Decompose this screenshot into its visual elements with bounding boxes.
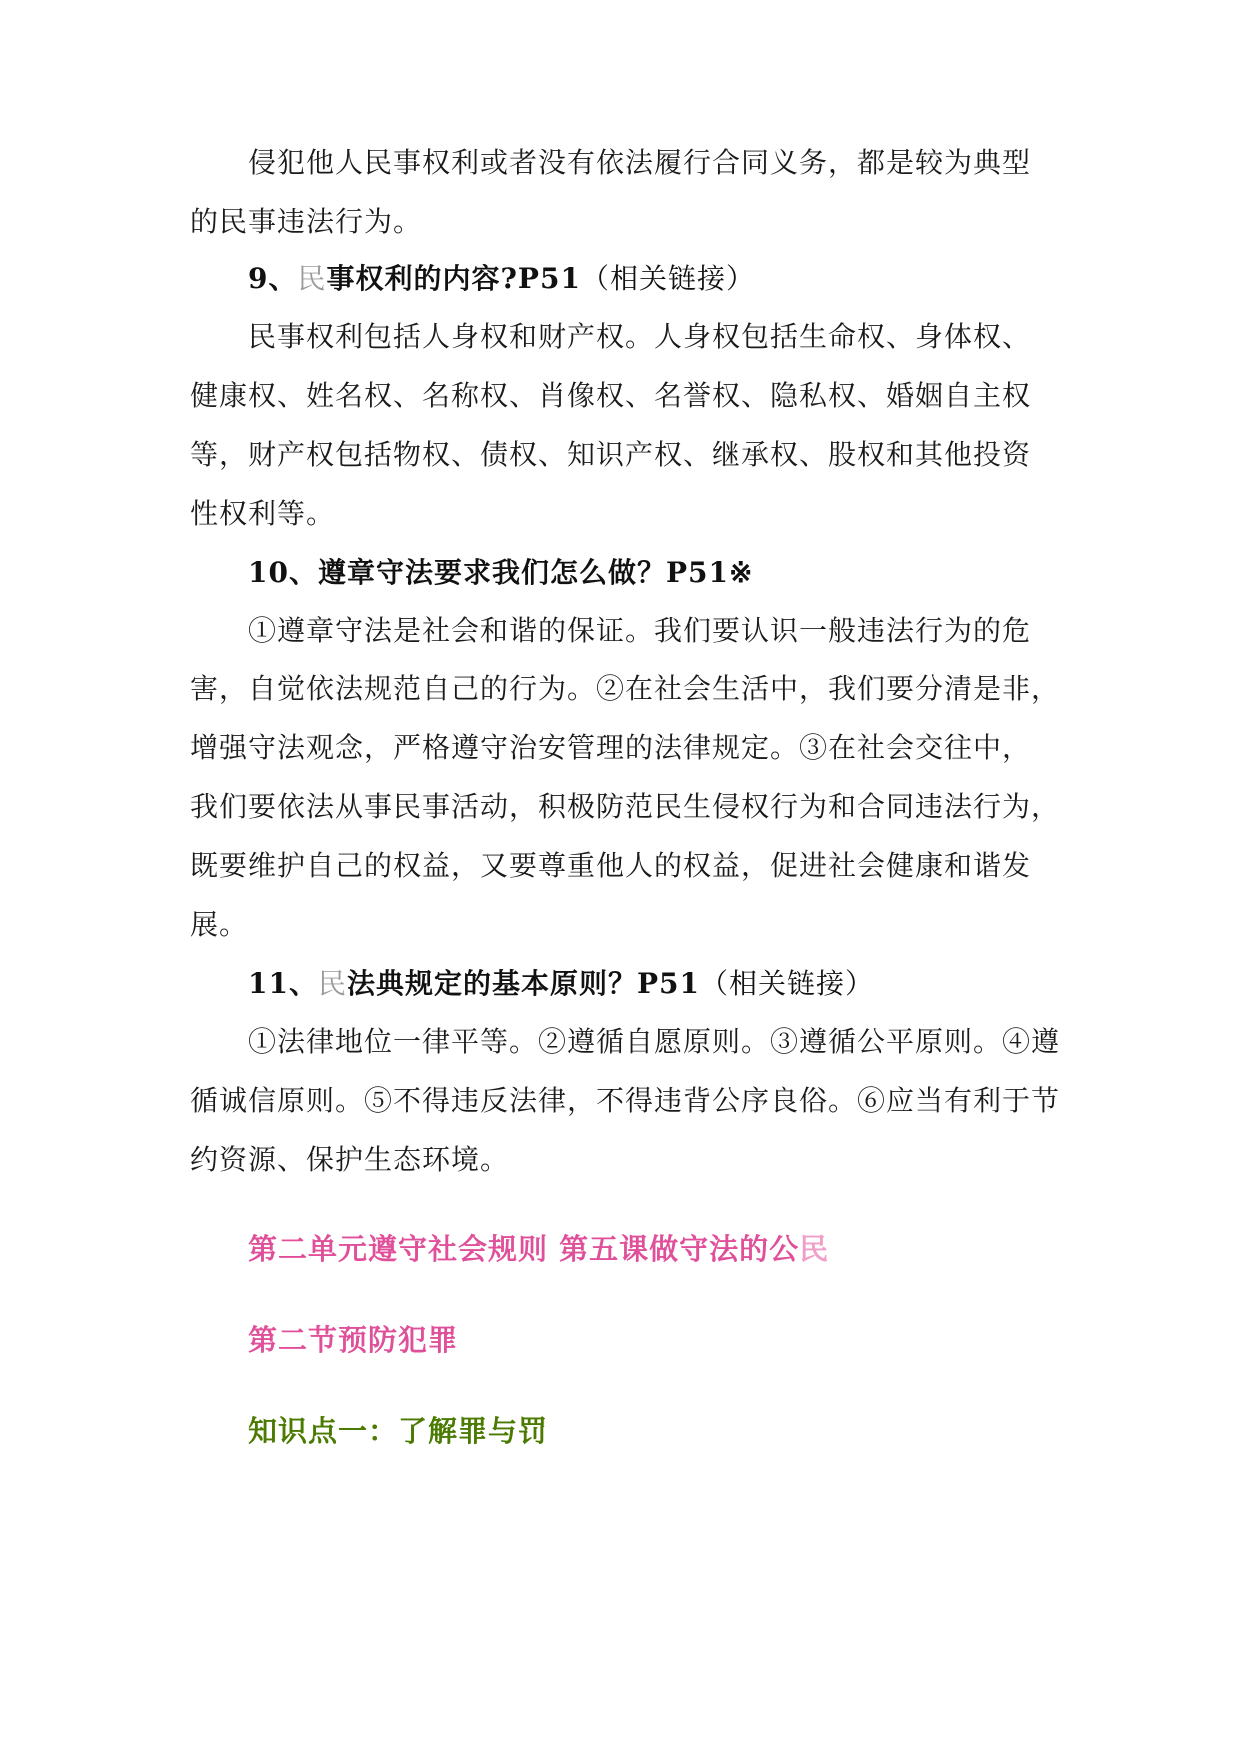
answer-10-line: ①遵章守法是社会和谐的保证。我们要认识一般违法行为的危 bbox=[248, 614, 1032, 647]
unit-heading-text: 第二单元遵守社会规则 第五课做守法的公 bbox=[248, 1232, 800, 1266]
answer-11-line: ①法律地位一律平等。②遵循自愿原则。③遵循公平原则。④遵 bbox=[248, 1025, 1061, 1058]
answer-10-line: 既要维护自己的权益，又要尊重他人的权益，促进社会健康和谐发 bbox=[190, 849, 1032, 882]
answer-11-line: 循诚信原则。⑤不得违反法律，不得违背公序良俗。⑥应当有利于节 bbox=[190, 1084, 1061, 1117]
section-heading: 第二节预防犯罪 bbox=[248, 1323, 459, 1357]
question-text: 法典规定的基本原则？P51 bbox=[346, 967, 701, 1000]
answer-10-line: 我们要依法从事民事活动，积极防范民生侵权行为和合同违法行为， bbox=[190, 790, 1061, 823]
answer-11-line: 约资源、保护生态环境。 bbox=[190, 1143, 510, 1176]
question-note: （相关链接） bbox=[700, 967, 875, 1000]
faint-char: 民 bbox=[317, 967, 347, 1000]
question-number: 11、 bbox=[248, 967, 318, 1000]
answer-9-line: 等，财产权包括物权、债权、知识产权、继承权、股权和其他投资 bbox=[190, 438, 1032, 471]
answer-9-line: 民事权利包括人身权和财产权。人身权包括生命权、身体权、 bbox=[248, 320, 1032, 353]
knowledge-heading: 知识点一：了解罪与罚 bbox=[248, 1414, 549, 1448]
question-number: 9、 bbox=[248, 262, 298, 295]
answer-10-line: 展。 bbox=[190, 908, 249, 941]
question-11-heading bbox=[248, 967, 874, 1001]
question-note: （相关链接） bbox=[580, 262, 755, 295]
question-9-heading bbox=[248, 262, 755, 296]
answer-10-line: 害，自觉依法规范自己的行为。②在社会生活中，我们要分清是非， bbox=[190, 672, 1061, 705]
faint-char: 民 bbox=[799, 1232, 830, 1266]
paragraph-line: 的民事违法行为。 bbox=[190, 205, 423, 238]
question-text: 事权利的内容?P51 bbox=[326, 262, 581, 295]
unit-heading bbox=[248, 1232, 829, 1266]
answer-9-line: 健康权、姓名权、名称权、肖像权、名誉权、隐私权、婚姻自主权 bbox=[190, 379, 1032, 412]
answer-9-line: 性权利等。 bbox=[190, 497, 336, 530]
paragraph-line: 侵犯他人民事权利或者没有依法履行合同义务，都是较为典型 bbox=[248, 146, 1032, 179]
faint-char: 民 bbox=[297, 262, 327, 295]
question-10-heading: 10、遵章守法要求我们怎么做？P51※ bbox=[248, 556, 754, 589]
answer-10-line: 增强守法观念，严格遵守治安管理的法律规定。③在社会交往中， bbox=[190, 731, 1032, 764]
